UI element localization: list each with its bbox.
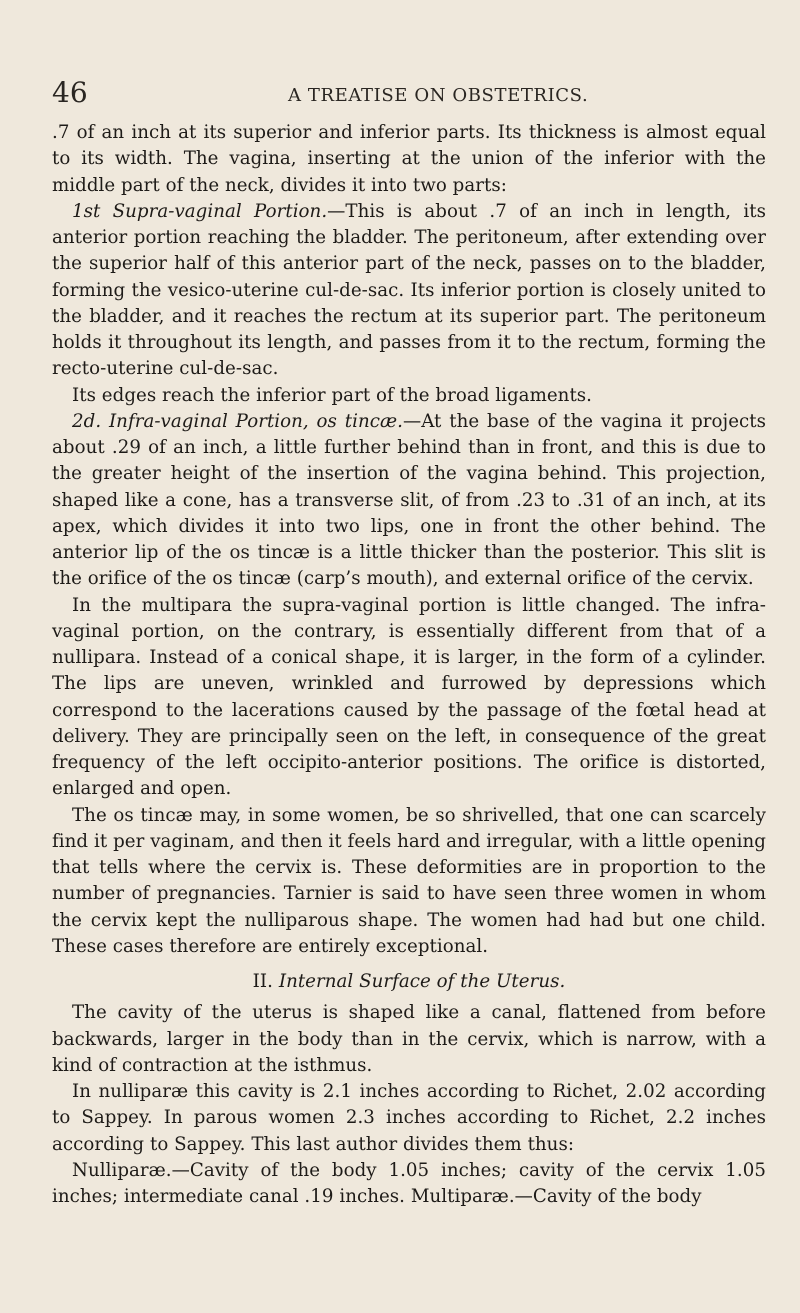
paragraph-cavity-measurements: In nulliparæ this cavity is 2.1 inches according to Richet, 2.02 according to Sappey. In parous women 2.3 inches according to Richet, 2.2 inches according to Sappey. This last author divides them thus: xyxy=(52,1081,766,1155)
paragraph-text: —This is about .7 of an inch in length, its anterior portion reaching the bladder. The peritoneum, after extending over the superior half of this anterior part of the neck, passes on to the bladder, forming the vesico-uterine cul-de-sac. Its inferior portion is closely united to the bladder, and it reaches the rectum at its superior part. The peritoneum holds it throughout its length, and passes from it to the rectum, forming the recto-uterine cul-de-sac. xyxy=(52,200,766,380)
section-heading xyxy=(52,969,766,995)
paragraph-label: 1st Supra-vaginal Portion. xyxy=(72,200,328,222)
page-header xyxy=(52,78,772,112)
section-number: II. xyxy=(252,971,273,992)
paragraph-edges: Its edges reach the inferior part of the broad ligaments. xyxy=(72,384,593,406)
paragraph-cavity-shape: The cavity of the uterus is shaped like a canal, flattened from before backwards, larger in the body than in the cervix, which is narrow, with a kind of contraction at the isthmus. xyxy=(52,1002,766,1076)
body-text xyxy=(52,120,766,1210)
paragraph-nulliparae-multiparae: Nulliparæ.—Cavity of the body 1.05 inches; cavity of the cervix 1.05 inches; intermediate canal .19 inches. Multiparæ.—Cavity of the body xyxy=(52,1159,766,1207)
paragraph-infra-vaginal-portion xyxy=(52,409,766,593)
running-head: A TREATISE ON OBSTETRICS. xyxy=(288,85,589,106)
paragraph-supra-vaginal-portion xyxy=(52,199,766,383)
paragraph-text: —At the base of the vagina it projects about .29 of an inch, a little further behind than in front, and this is due to the greater height of the insertion of the vagina behind. This projection, shaped like a cone, has a transverse slit, of from .23 to .31 of an inch, at its apex, which divides it into two lips, one in front the other behind. The anterior lip of the os tincæ is a little thicker than the posterior. This slit is the orifice of the os tincæ (carp’s mouth), and external orifice of the cervix. xyxy=(52,410,766,590)
paragraph-os-tincae: The os tincæ may, in some women, be so shrivelled, that one can scarcely find it per vaginam, and then it feels hard and irregular, with a little opening that tells where the cervix is. These deformities are in proportion to the number of pregnancies. Tarnier is said to have seen three women in whom the cervix kept the nulliparous shape. The women had had but one child. These cases therefore are entirely exceptional. xyxy=(52,804,766,957)
paragraph-continuation: .7 of an inch at its superior and inferior parts. Its thickness is almost equal to its width. The vagina, inserting at the union of the inferior with the middle part of the neck, divides it into two parts: xyxy=(52,122,766,196)
page-number: 46 xyxy=(52,76,88,109)
section-title: Internal Surface of the Uterus. xyxy=(278,971,566,992)
paragraph-label: 2d. Infra-vaginal Portion, os tincæ. xyxy=(72,410,403,432)
paragraph-multipara: In the multipara the supra-vaginal portion is little changed. The infra-vaginal portion, on the contrary, is essentially different from that of a nullipara. Instead of a conical shape, it is larger, in the form of a cylinder. The lips are uneven, wrinkled and furrowed by depressions which correspond to the lacerations caused by the passage of the fœtal head at delivery. They are principally seen on the left, in consequence of the great frequency of the left occipito-anterior positions. The orifice is distorted, enlarged and open. xyxy=(52,594,766,800)
